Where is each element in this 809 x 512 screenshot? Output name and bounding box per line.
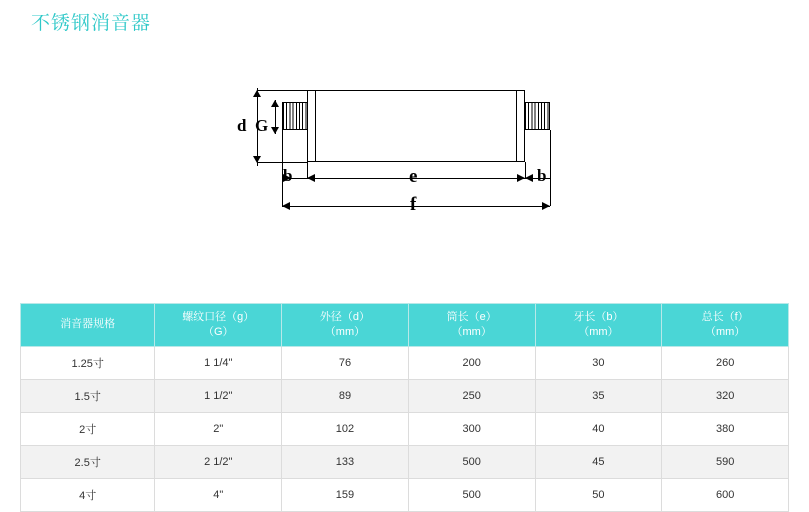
cell-barrel-length: 500 <box>408 445 535 478</box>
cell-thread-length: 30 <box>535 346 662 379</box>
cell-thread: 2" <box>155 412 282 445</box>
f-arrow-left <box>282 202 290 210</box>
body-inner-line-right <box>516 91 517 161</box>
cell-thread-length: 40 <box>535 412 662 445</box>
d-extension-top <box>257 90 307 91</box>
cell-thread: 4" <box>155 478 282 511</box>
label-d: d <box>237 116 247 135</box>
specification-table <box>20 303 789 512</box>
f-right-extension <box>550 178 551 206</box>
e-arrow-left <box>307 174 315 182</box>
cell-outer-diameter: 102 <box>282 412 409 445</box>
column-header-outer-diameter-line2: （mm） <box>324 325 366 338</box>
label-G: G <box>255 116 269 135</box>
cell-outer-diameter: 133 <box>282 445 409 478</box>
column-header-total-length-line2: （mm） <box>704 325 746 338</box>
cell-total-length: 380 <box>662 412 789 445</box>
d-arrow-down <box>253 156 261 163</box>
column-header-outer-diameter-line1: 外径（d） <box>319 311 371 323</box>
cell-spec: 1.5寸 <box>21 379 155 412</box>
column-header-spec <box>21 304 155 347</box>
muffler-body <box>307 90 525 162</box>
column-header-thread-line1: 螺纹口径（g） <box>182 311 255 323</box>
cell-spec: 2寸 <box>21 412 155 445</box>
column-header-thread-length-line1: 牙长（b） <box>573 311 624 323</box>
cell-barrel-length: 200 <box>408 346 535 379</box>
f-arrow-right <box>542 202 550 210</box>
b-right-arrow <box>525 174 533 182</box>
cell-spec: 4寸 <box>21 478 155 511</box>
table-header <box>21 304 789 347</box>
column-header-total-length <box>662 304 789 347</box>
label-f: f <box>410 194 417 215</box>
cell-outer-diameter: 159 <box>282 478 409 511</box>
cell-total-length: 590 <box>662 445 789 478</box>
column-header-barrel-length-line2: （mm） <box>451 325 492 338</box>
cell-spec: 1.25寸 <box>21 346 155 379</box>
table-row <box>21 412 789 445</box>
cell-thread-length: 45 <box>535 445 662 478</box>
cell-thread: 2 1/2" <box>155 445 282 478</box>
table-row <box>21 445 789 478</box>
right-thread-icon <box>524 102 550 130</box>
label-b-left: b <box>283 166 293 185</box>
cell-total-length: 260 <box>662 346 789 379</box>
column-header-outer-diameter <box>282 304 409 347</box>
cell-outer-diameter: 76 <box>282 346 409 379</box>
column-header-barrel-length-line1: 筒长（e） <box>446 311 497 323</box>
b-right-extension <box>550 130 551 178</box>
table-row <box>21 379 789 412</box>
cell-barrel-length: 300 <box>408 412 535 445</box>
cell-total-length: 320 <box>662 379 789 412</box>
label-b-right: b <box>537 166 547 185</box>
cell-thread-length: 50 <box>535 478 662 511</box>
cell-barrel-length: 500 <box>408 478 535 511</box>
cell-total-length: 600 <box>662 478 789 511</box>
column-header-spec-line1: 消音器规格 <box>60 318 116 331</box>
left-thread-icon <box>282 102 308 130</box>
e-arrow-right <box>517 174 525 182</box>
table-row <box>21 346 789 379</box>
table-header-row <box>21 304 789 347</box>
cell-barrel-length: 250 <box>408 379 535 412</box>
column-header-barrel-length <box>408 304 535 347</box>
cell-thread-length: 35 <box>535 379 662 412</box>
cell-thread: 1 1/4" <box>155 346 282 379</box>
G-arrow-down <box>271 127 279 134</box>
d-arrow-up <box>253 90 261 97</box>
column-header-thread <box>155 304 282 347</box>
column-header-thread-length-line2: （mm） <box>578 325 619 338</box>
column-header-total-length-line1: 总长（f） <box>701 311 749 323</box>
table-body <box>21 346 789 511</box>
body-inner-line-left <box>315 91 316 161</box>
muffler-diagram <box>225 70 585 235</box>
column-header-thread-length <box>535 304 662 347</box>
cell-thread: 1 1/2" <box>155 379 282 412</box>
column-header-thread-line2: （G） <box>202 325 234 338</box>
cell-spec: 2.5寸 <box>21 445 155 478</box>
page-title: 不锈钢消音器 <box>31 13 152 34</box>
label-e: e <box>409 166 418 187</box>
cell-outer-diameter: 89 <box>282 379 409 412</box>
table-row <box>21 478 789 511</box>
G-arrow-up <box>271 100 279 107</box>
